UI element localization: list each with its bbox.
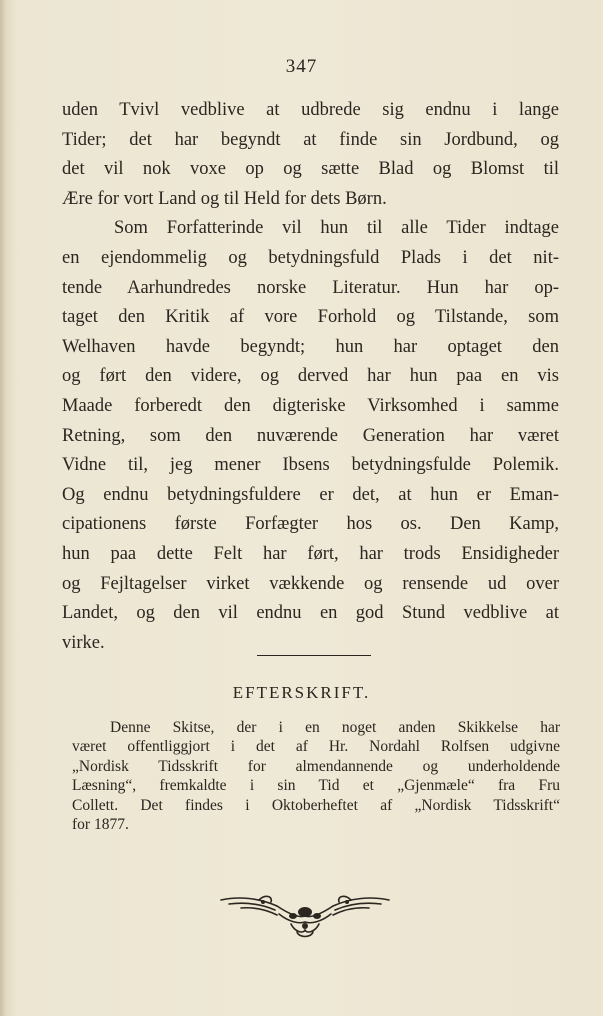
note-line: været offentliggjort i det af Hr. Nordahl Rolfsen udgivne [72,738,560,756]
text-line: og Fejltagelser virket vækkende og rensende ud over [62,573,559,594]
note-line: Læsning“, fremkaldte i sin Tid et „Gjenmæle“ fra Fru [72,777,560,795]
note-line: „Nordisk Tidsskrift for almendannende og underholdende [72,757,560,775]
note-line: Collett. Det findes i Oktoberheftet af „Nordisk Tidsskrift“ [72,796,560,814]
text-line: cipationens første Forfægter hos os. Den Kamp, [62,514,559,535]
text-line: Og endnu betydningsfuldere er det, at hun er Eman- [62,484,559,505]
paragraph-start-line: Som Forfatterinde vil hun til alle Tider indtage [114,218,559,239]
text-line: hun paa dette Felt har ført, har trods Ensidigheder [62,543,559,564]
text-line: en ejendommelig og betydningsfuld Plads i det nit- [62,247,559,268]
text-line: det vil nok voxe op og sætte Blad og Blomst til [62,159,559,180]
section-divider [257,655,371,656]
text-line: og ført den videre, og derved har hun paa en vis [62,366,559,387]
postscript-heading: EFTERSKRIFT. [232,683,371,702]
text-line: Vidne til, jeg mener Ibsens betydningsfulde Polemik. [62,455,559,476]
text-line: Welhaven havde begyndt; hun har optaget den [62,336,559,357]
text-line: Landet, og den vil endnu en god Stund vedblive at [62,603,559,624]
page-number: 347 [285,56,318,77]
text-line: Maade forberedt den digteriske Virksomhed i samme [62,395,559,416]
postscript-text [72,718,560,834]
text-line: tende Aarhundredes norske Literatur. Hun har op- [62,277,559,298]
text-line: Tider; det har begyndt at finde sin Jordbund, og [62,129,559,150]
text-line: uden Tvivl vedblive at udbrede sig endnu i lange [62,100,559,120]
text-line: Retning, som den nuværende Generation har været [62,425,559,446]
main-text [62,96,559,658]
text-line: Ære for vort Land og til Held for dets Børn. [62,188,387,209]
floral-ornament-icon [219,888,391,944]
text-line: virke. [62,632,105,653]
text-line: taget den Kritik af vore Forhold og Tilstande, som [62,307,559,328]
note-line: Denne Skitse, der i en noget anden Skikkelse har [110,719,560,736]
note-line: for 1877. [72,815,129,833]
